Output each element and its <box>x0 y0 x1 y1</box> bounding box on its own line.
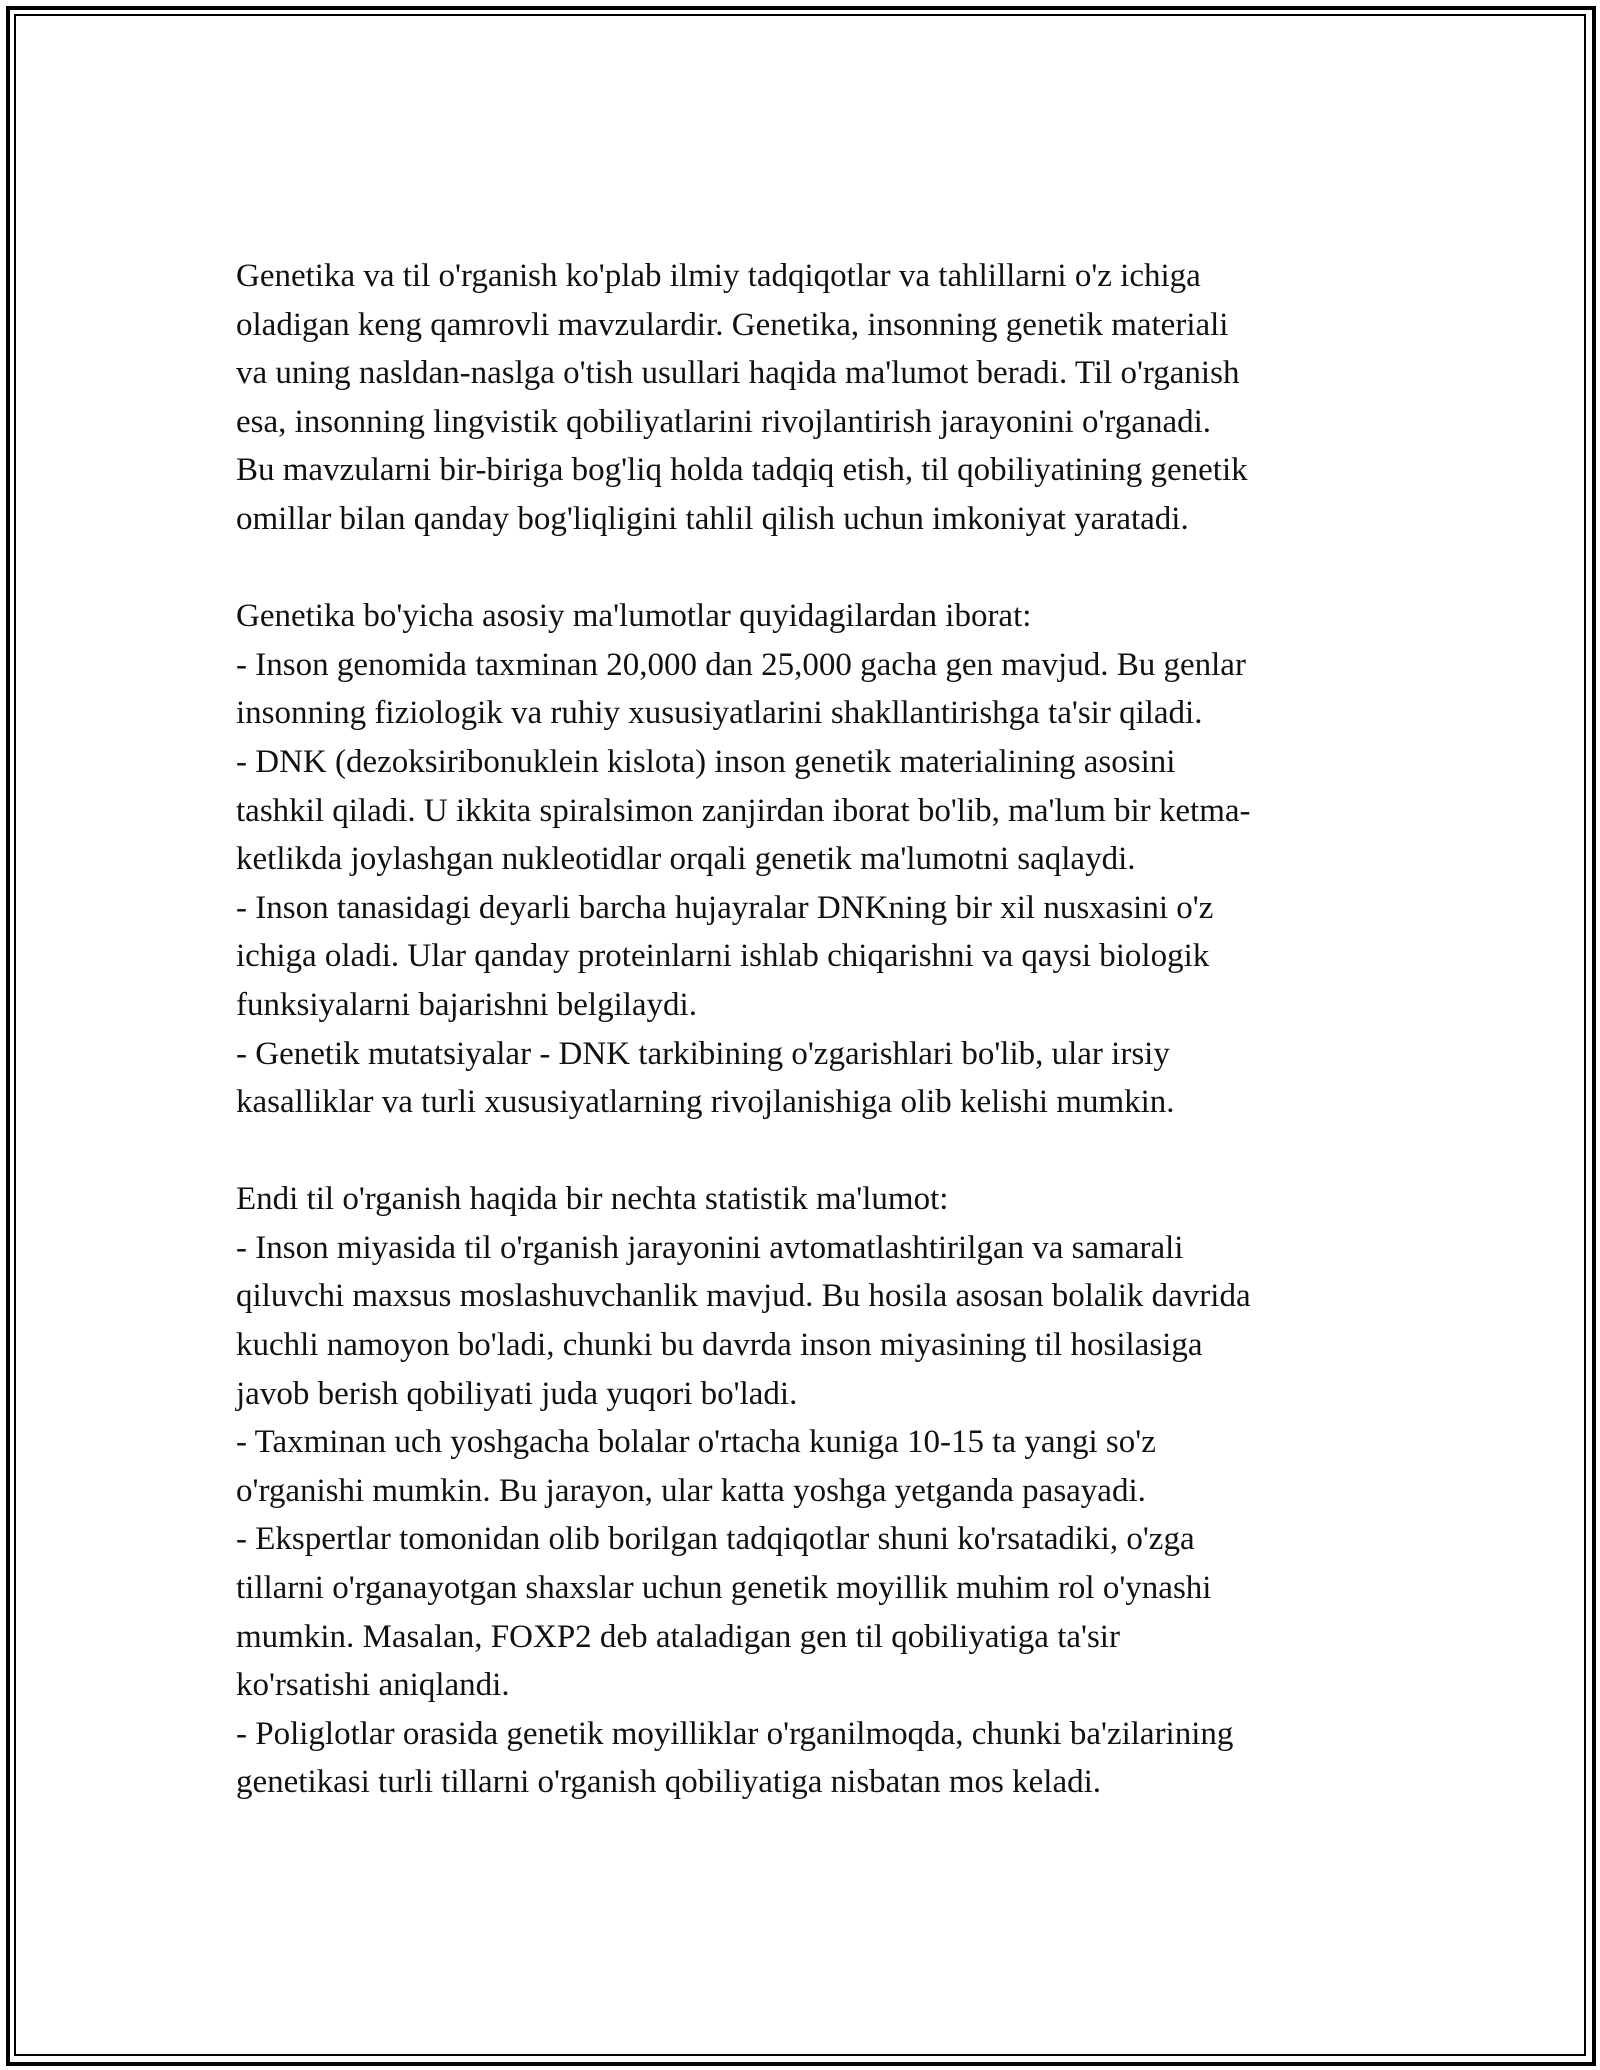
text-line: kuchli namoyon bo'ladi, chunki bu davrda inson miyasining til hosilasiga <box>236 1327 1203 1364</box>
text-line: funksiyalarni bajarishni belgilaydi. <box>236 986 697 1023</box>
text-line: esa, insonning lingvistik qobiliyatlarini rivojlantirish jarayonini o'rganadi. <box>236 403 1212 440</box>
text-line: ko'rsatishi aniqlandi. <box>236 1667 510 1704</box>
text-line: insonning fiziologik va ruhiy xususiyatlarini shakllantirishga ta'sir qiladi. <box>236 695 1203 732</box>
text-line: - Inson tanasidagi deyarli barcha hujayralar DNKning bir xil nusxasini o'z <box>236 889 1214 926</box>
text-line: oladigan keng qamrovli mavzulardir. Genetika, insonning genetik materiali <box>236 306 1229 343</box>
document-body <box>236 252 1366 1807</box>
text-line: - Genetik mutatsiyalar - DNK tarkibining o'zgarishlari bo'lib, ular irsiy <box>236 1035 1170 1072</box>
text-line: javob berish qobiliyati juda yuqori bo'ladi. <box>236 1375 798 1412</box>
text-line: - DNK (dezoksiribonuklein kislota) inson genetik materialining asosini <box>236 743 1176 780</box>
text-line: Bu mavzularni bir-biriga bog'liq holda tadqiq etish, til qobiliyatining genetik <box>236 452 1248 489</box>
text-line: - Ekspertlar tomonidan olib borilgan tadqiqotlar shuni ko'rsatadiki, o'zga <box>236 1521 1195 1558</box>
paragraph-language-facts <box>236 1175 1366 1807</box>
text-line: Genetika va til o'rganish ko'plab ilmiy tadqiqotlar va tahlillarni o'z ichiga <box>236 258 1201 294</box>
paragraph-genetics-facts <box>236 592 1366 1127</box>
text-line: kasalliklar va turli xususiyatlarning rivojlanishiga olib kelishi mumkin. <box>236 1084 1175 1121</box>
text-line: omillar bilan qanday bog'liqligini tahlil qilish uchun imkoniyat yaratadi. <box>236 500 1189 537</box>
text-line: ichiga oladi. Ular qanday proteinlarni ishlab chiqarishni va qaysi biologik <box>236 938 1210 975</box>
text-line: va uning nasldan-naslga o'tish usullari haqida ma'lumot beradi. Til o'rganish <box>236 355 1240 392</box>
text-line: - Inson genomida taxminan 20,000 dan 25,000 gacha gen mavjud. Bu genlar <box>236 646 1246 683</box>
text-line: tashkil qiladi. U ikkita spiralsimon zanjirdan iborat bo'lib, ma'lum bir ketma- <box>236 792 1251 829</box>
text-line: tillarni o'rganayotgan shaxslar uchun genetik moyillik muhim rol o'ynashi <box>236 1570 1212 1607</box>
paragraph-intro <box>236 252 1366 544</box>
text-line: genetikasi turli tillarni o'rganish qobiliyatiga nisbatan mos keladi. <box>236 1764 1102 1801</box>
text-line: - Inson miyasida til o'rganish jarayonini avtomatlashtirilgan va samarali <box>236 1229 1184 1266</box>
text-line: Genetika bo'yicha asosiy ma'lumotlar quyidagilardan iborat: <box>236 598 1032 635</box>
text-line: ketlikda joylashgan nukleotidlar orqali genetik ma'lumotni saqlaydi. <box>236 841 1136 878</box>
text-line: - Taxminan uch yoshgacha bolalar o'rtacha kuniga 10-15 ta yangi so'z <box>236 1424 1156 1461</box>
text-line: mumkin. Masalan, FOXP2 deb ataladigan gen til qobiliyatiga ta'sir <box>236 1618 1120 1655</box>
text-line: - Poliglotlar orasida genetik moyilliklar o'rganilmoqda, chunki ba'zilarining <box>236 1715 1234 1752</box>
text-line: o'rganishi mumkin. Bu jarayon, ular katta yoshga yetganda pasayadi. <box>236 1472 1146 1509</box>
text-line: qiluvchi maxsus moslashuvchanlik mavjud. Bu hosila asosan bolalik davrida <box>236 1278 1251 1315</box>
text-line: Endi til o'rganish haqida bir nechta statistik ma'lumot: <box>236 1181 949 1218</box>
